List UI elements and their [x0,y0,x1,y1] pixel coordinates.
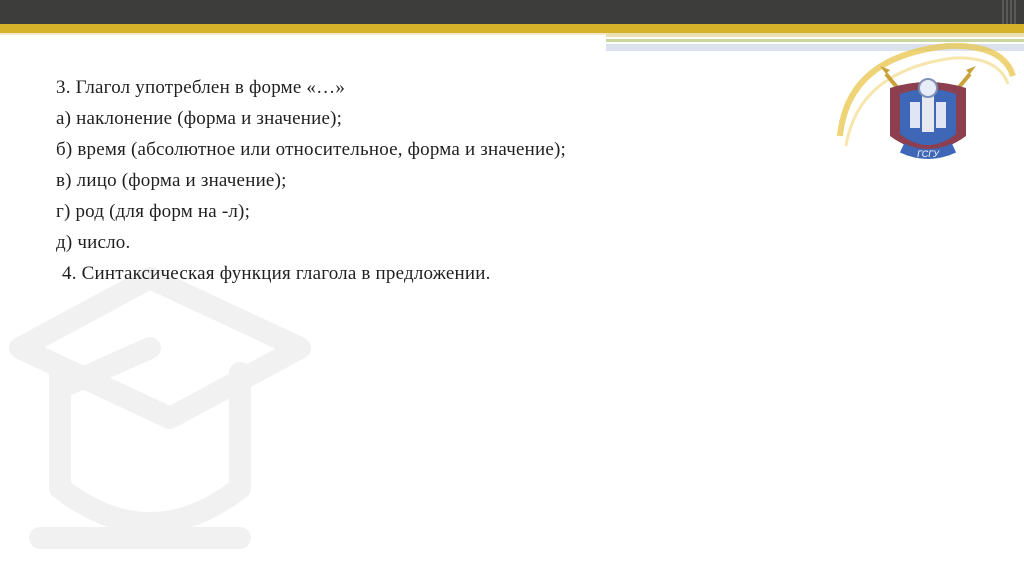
item-3b-tense: б) время (абсолютное или относительное, форма и значение); [56,139,566,160]
slide-body [56,72,856,289]
item-3e-number: д) число. [56,232,131,253]
university-logo [828,36,1018,176]
logo-text: ГСГУ [917,149,939,159]
gold-bar [0,24,1024,33]
top-bar-stripes [1002,0,1016,24]
item-4-syntax: 4. Синтаксическая функция глагола в предложении. [62,263,491,284]
item-3d-gender: г) род (для форм на -л); [56,201,251,222]
item-3c-person: в) лицо (форма и значение); [56,170,287,191]
header-rule [0,33,606,35]
item-3a-mood: а) наклонение (форма и значение); [56,108,343,129]
shield-icon [890,79,966,150]
item-3-heading: 3. Глагол употреблен в форме «…» [56,77,346,98]
top-bar [0,0,1024,24]
